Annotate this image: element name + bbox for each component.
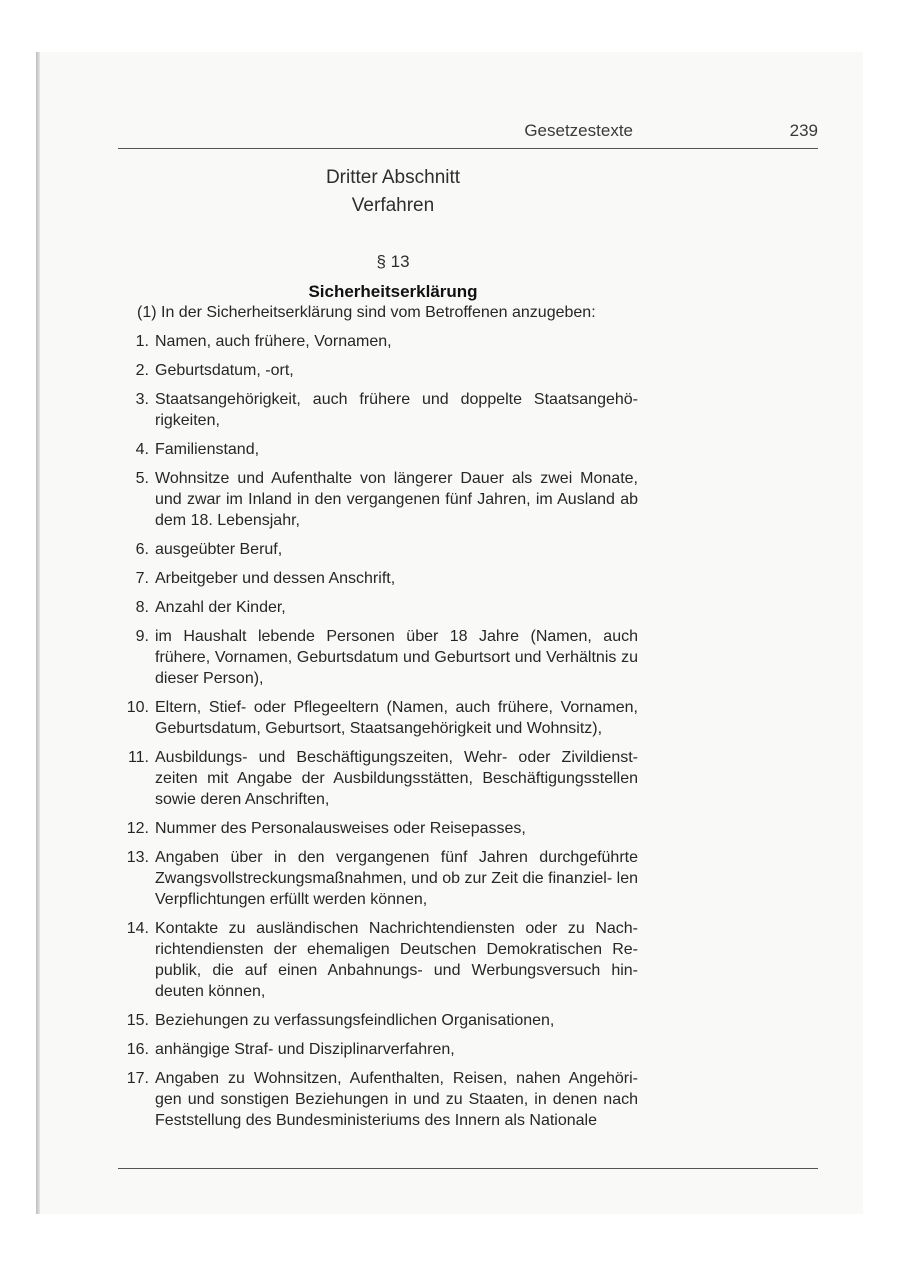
list-item bbox=[118, 539, 638, 560]
list-item-number: 14. bbox=[126, 920, 149, 937]
list-item-text: Angaben zu Wohnsitzen, Aufenthalten, Reisen, nahen Angehöri- gen und sonstigen Beziehungen in und zu Staaten, in denen nach Feststellung des Bundesministeriums des Innern als Nationale bbox=[155, 1070, 638, 1129]
list-item-text: im Haushalt lebende Personen über 18 Jahre (Namen, auch frühere, Vornamen, Geburtsdatum und Geburtsort und Verhältnis zu dieser Person), bbox=[155, 628, 638, 687]
list-item bbox=[118, 1068, 638, 1131]
list-item-number: 4. bbox=[135, 441, 149, 458]
list-item bbox=[118, 597, 638, 618]
intro-paragraph: (1) In der Sicherheitserklärung sind vom Betroffenen anzugeben: bbox=[137, 304, 596, 321]
list-item-text: Staatsangehörigkeit, auch frühere und doppelte Staatsangehö- rigkeiten, bbox=[155, 391, 638, 429]
section-headings bbox=[118, 164, 668, 304]
list-item-text: Kontakte zu ausländischen Nachrichtendiensten oder zu Nach- richtendiensten der ehemaligen Deutschen Demokratischen Re- publik, die auf einen Anbahnungs- und Werbungsversuch hin- deuten können, bbox=[155, 920, 638, 1000]
list-item bbox=[118, 439, 638, 460]
list-item-number: 13. bbox=[126, 849, 149, 866]
list-item bbox=[118, 1010, 638, 1031]
page-number: 239 bbox=[789, 121, 818, 140]
list-item-text: anhängige Straf- und Disziplinarverfahren, bbox=[155, 1041, 455, 1058]
list-item-number: 5. bbox=[135, 470, 149, 487]
list-item-text: Eltern, Stief- oder Pflegeeltern (Namen, auch frühere, Vornamen, Geburtsdatum, Geburtsort, Staatsangehörigkeit und Wohnsitz), bbox=[155, 699, 638, 737]
footer-rule bbox=[118, 1168, 818, 1169]
list-item-text: Nummer des Personalausweises oder Reisepasses, bbox=[155, 820, 526, 837]
list-item bbox=[118, 626, 638, 689]
list-item-text: Geburtsdatum, -ort, bbox=[155, 362, 294, 379]
list-item-text: Beziehungen zu verfassungsfeindlichen Organisationen, bbox=[155, 1012, 555, 1029]
list-item-text: Ausbildungs- und Beschäftigungszeiten, Wehr- oder Zivildienst- zeiten mit Angabe der Ausbildungsstätten, Beschäftigungsstellen sowie deren Anschriften, bbox=[155, 749, 638, 808]
list-item-number: 1. bbox=[135, 333, 149, 350]
list-item-text: Familienstand, bbox=[155, 441, 260, 458]
list-item bbox=[118, 568, 638, 589]
list-item-number: 8. bbox=[135, 599, 149, 616]
list-item-number: 10. bbox=[126, 699, 149, 716]
list-item bbox=[118, 818, 638, 839]
list-item-text: Arbeitgeber und dessen Anschrift, bbox=[155, 570, 396, 587]
list-item-text: ausgeübter Beruf, bbox=[155, 541, 283, 558]
list-item bbox=[118, 1039, 638, 1060]
list-item-number: 11. bbox=[127, 749, 149, 766]
list-item-number: 12. bbox=[126, 820, 149, 837]
paragraph-number: § 13 bbox=[376, 252, 410, 271]
list-item-text: Anzahl der Kinder, bbox=[155, 599, 286, 616]
list-item-number: 15. bbox=[126, 1012, 149, 1029]
list-item-text: Angaben über in den vergangenen fünf Jahren durchgeführte Zwangsvollstreckungsmaßnahmen, und ob zur Zeit die finanziel- len Verpflichtungen erfüllt werden können, bbox=[155, 849, 638, 908]
list-item-number: 2. bbox=[135, 362, 149, 379]
enumerated-list bbox=[118, 331, 638, 1131]
running-head bbox=[118, 118, 818, 148]
list-item bbox=[118, 331, 638, 352]
list-item bbox=[118, 468, 638, 531]
list-item-number: 6. bbox=[135, 541, 149, 558]
list-item-number: 9. bbox=[135, 628, 149, 645]
list-item-number: 16. bbox=[126, 1041, 149, 1058]
list-item bbox=[118, 389, 638, 431]
list-item bbox=[118, 360, 638, 381]
section-number: Dritter Abschnitt bbox=[325, 167, 461, 188]
list-item-number: 3. bbox=[135, 391, 149, 408]
body-text bbox=[118, 302, 638, 1139]
header-rule bbox=[118, 148, 818, 149]
list-item-number: 7. bbox=[135, 570, 149, 587]
paragraph-title: Sicherheitserklärung bbox=[308, 282, 478, 301]
list-item bbox=[118, 697, 638, 739]
list-item-text: Wohnsitze und Aufenthalte von längerer Dauer als zwei Monate, und zwar im Inland in den vergangenen fünf Jahren, im Ausland ab dem 18. Lebensjahr, bbox=[155, 470, 638, 529]
list-item bbox=[118, 747, 638, 810]
list-item-text: Namen, auch frühere, Vornamen, bbox=[155, 333, 392, 350]
list-item bbox=[118, 847, 638, 910]
list-item bbox=[118, 918, 638, 1002]
list-item-number: 17. bbox=[126, 1070, 149, 1087]
running-title: Gesetzestexte bbox=[524, 121, 633, 140]
section-title: Verfahren bbox=[351, 195, 435, 216]
